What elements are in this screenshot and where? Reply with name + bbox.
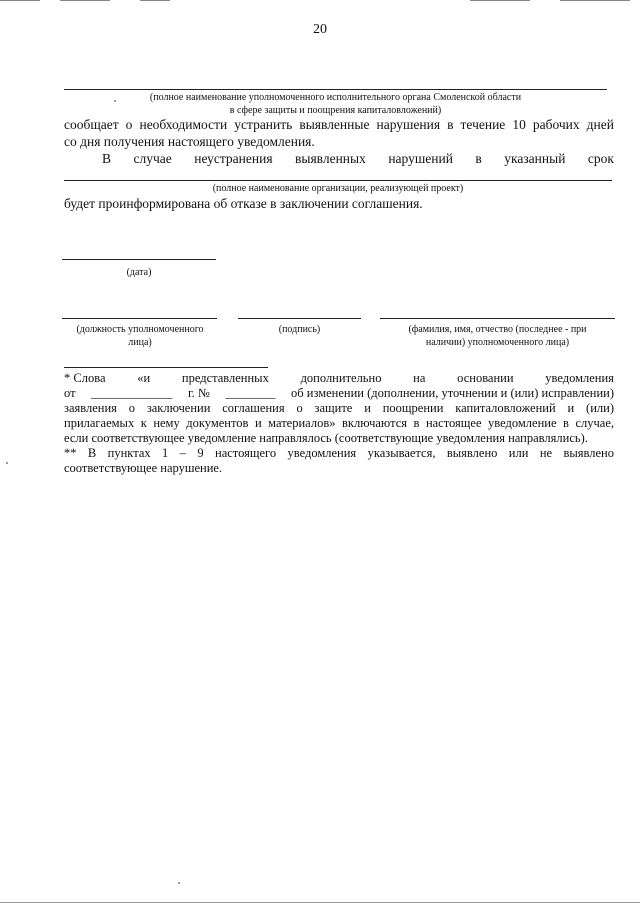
footnote-word: * Слова — [64, 371, 106, 385]
paragraph2-word: срок — [587, 151, 614, 166]
organization-caption: (полное наименование организации, реализующей проект) — [212, 183, 464, 194]
footnote-word: от — [64, 386, 76, 400]
authority-caption-line1: (полное наименование уполномоченного исполнительного органа Смоленской области — [149, 92, 522, 103]
footnote2-text-line2: соответствующее нарушение. — [64, 461, 223, 475]
footnote-word: на — [413, 371, 426, 385]
position-caption-line1: (должность уполномоченного — [76, 324, 204, 335]
scan-top-edge — [0, 0, 640, 3]
full-name-caption-line2: наличии) уполномоченного лица) — [425, 337, 570, 348]
signature-caption: (подпись) — [278, 324, 321, 335]
scan-speck — [114, 100, 116, 102]
footnote2-line2 — [64, 461, 614, 476]
footnote1-line2 — [64, 386, 614, 401]
full-name-line — [380, 318, 615, 319]
paragraph2-word: случае — [133, 151, 172, 166]
footnote-word: представленных — [181, 371, 269, 385]
footnote-word: уведомления — [545, 371, 614, 385]
paragraph2-word: нарушений — [388, 151, 453, 166]
paragraph2-word: указанный — [504, 151, 566, 166]
organization-name-line — [64, 180, 612, 181]
date-line — [62, 259, 216, 260]
scan-speck — [6, 462, 8, 464]
paragraph2-line — [102, 150, 614, 167]
date-caption: (дата) — [126, 267, 152, 278]
signature-line — [238, 318, 361, 319]
page-number: 20 — [313, 22, 327, 37]
footnote1-line1 — [64, 371, 614, 386]
footnote1-text-line3: заявления о заключении соглашения о защите и поощрении капиталовложений и (или) — [64, 401, 614, 415]
footnote1-line4 — [64, 416, 614, 431]
authority-caption-line2: в сфере защиты и поощрения капиталовложений) — [229, 105, 442, 116]
footnote1-line5 — [64, 431, 614, 446]
footnote1-text-line5: если соответствующее уведомление направлялось (соответствующие уведомления направлялись). — [64, 431, 588, 445]
footnote-blank-date: _____________ — [91, 386, 173, 400]
authority-name-line — [64, 89, 607, 90]
footnote-blank-number: ________ — [225, 386, 276, 400]
position-line — [62, 318, 217, 319]
footnote-separator — [64, 367, 268, 368]
paragraph1-text-line1: сообщает о необходимости устранить выявленные нарушения в течение 10 рабочих дней — [64, 117, 614, 132]
paragraph2-word: неустранения — [194, 151, 273, 166]
paragraph1-line2: со дня получения настоящего уведомления. — [64, 134, 315, 149]
footnote-word: «и — [137, 371, 151, 385]
paragraph2-word: выявленных — [295, 151, 366, 166]
footnote-word: г. № — [187, 386, 210, 400]
footnote-word: об изменении (дополнении, уточнении и (или) исправлении) — [291, 386, 614, 400]
footnote1-line3 — [64, 401, 614, 416]
footnote-word: дополнительно — [300, 371, 382, 385]
paragraph3: будет проинформирована об отказе в заключении соглашения. — [64, 196, 423, 211]
position-caption-line2: лица) — [128, 337, 152, 348]
scan-speck — [178, 882, 180, 884]
full-name-caption-line1: (фамилия, имя, отчество (последнее - при — [408, 324, 587, 335]
paragraph2-word: В — [102, 151, 112, 166]
footnote2-line1 — [64, 446, 614, 461]
scan-bottom-edge — [0, 902, 640, 903]
footnote-word: основании — [457, 371, 514, 385]
footnote1-text-line4: прилагаемых к нему документов и материалов» включаются в настоящее уведомление в случае, — [64, 416, 614, 430]
paragraph2-word: в — [475, 151, 482, 166]
footnote2-text-line1: ** В пунктах 1 – 9 настоящего уведомления указывается, выявлено или не выявлено — [64, 446, 614, 460]
paragraph1-line1 — [64, 116, 614, 133]
